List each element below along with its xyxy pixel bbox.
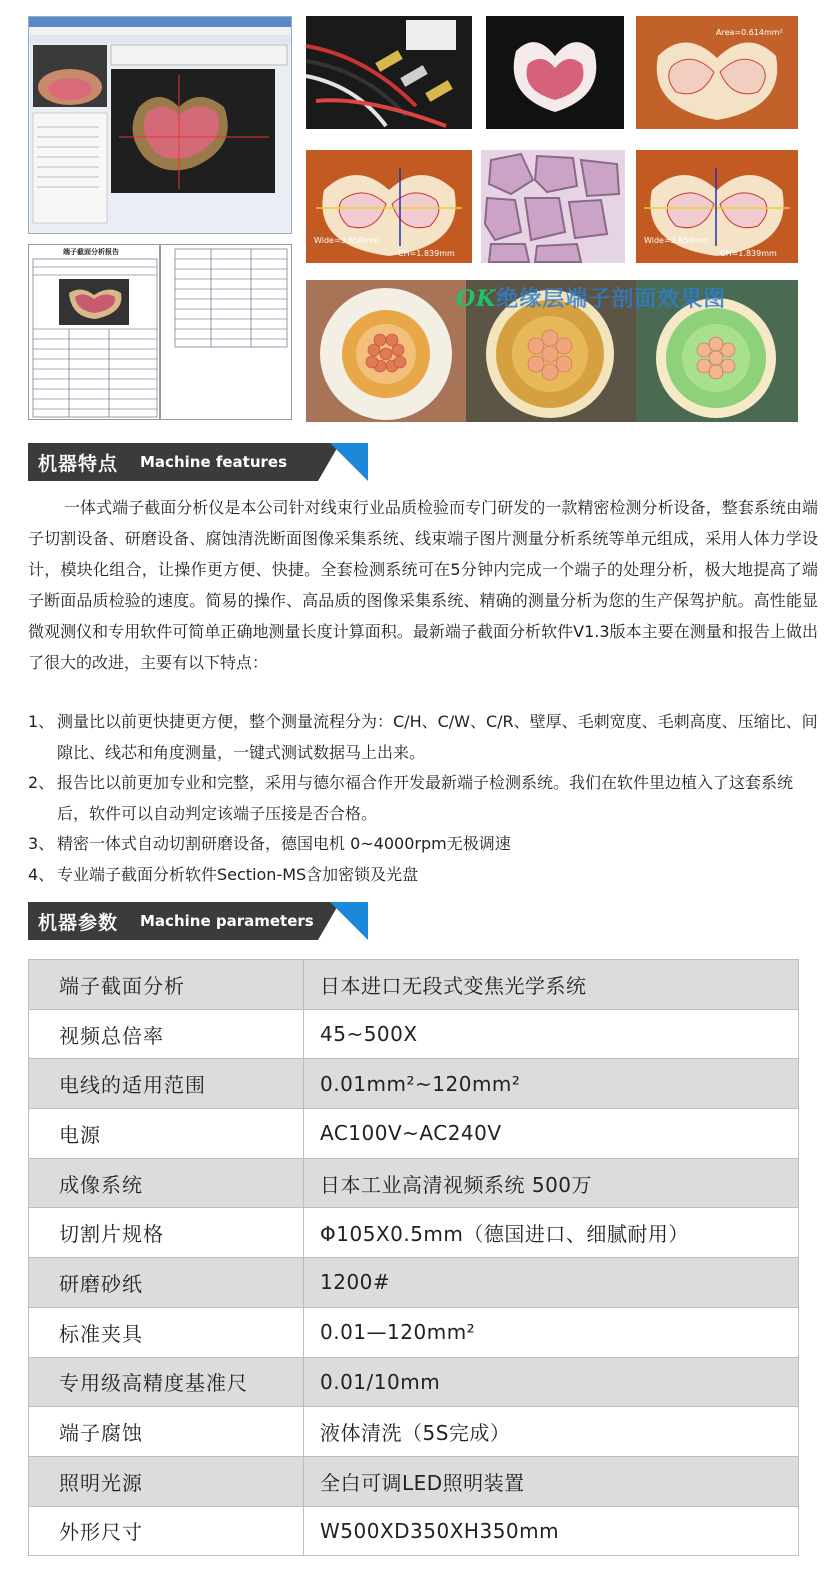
param-key: 端子截面分析 (29, 960, 304, 1010)
report-title: 端子截面分析报告 (63, 248, 119, 256)
strand-graphic (481, 150, 625, 263)
cross-section-graphic-3 (306, 150, 472, 263)
software-window-graphic (29, 17, 292, 234)
cross-section-photo-4 (636, 150, 798, 263)
cross-section-photo-3 (306, 150, 472, 263)
param-key: 视频总倍率 (29, 1009, 304, 1059)
terminals-graphic (306, 16, 472, 129)
params-header-accent (330, 902, 370, 940)
param-value: 45~500X (304, 1009, 799, 1059)
param-key: 成像系统 (29, 1158, 304, 1208)
param-value: 0.01—120mm² (304, 1307, 799, 1357)
feature-item-3-index: 3、 (28, 834, 55, 853)
feature-item-4-index: 4、 (28, 865, 55, 884)
ch-measurement-1: CH=1.839mm (398, 249, 455, 258)
report-table-graphic (29, 245, 160, 420)
param-value: 液体清洗（5S完成） (304, 1407, 799, 1457)
cross-section-graphic-1 (486, 16, 624, 129)
table-row (29, 1109, 799, 1159)
params-header (28, 902, 342, 940)
features-header-accent (330, 443, 370, 481)
feature-item-1-index: 1、 (28, 712, 55, 731)
feature-item-3 (28, 828, 818, 859)
insulation-cross-section-photos (306, 280, 798, 422)
software-screenshot (28, 16, 292, 234)
param-value: 全白可调LED照明装置 (304, 1456, 799, 1506)
wide-measurement-2: Wide=3.858mm (644, 236, 710, 245)
features-intro: 一体式端子截面分析仪是本公司针对线束行业品质检验而专门研发的一款精密检测分析设备，整套系统由端子切割设备、研磨设备、腐蚀清洗断面图像采集系统、线束端子图片测量分析系统等单元组成，采用人体力学设计，模块化组合，让操作更方便、快捷。全套检测系统可在5分钟内完成一个端子的处理分析，极大地提高了端子断面品质检验的速度。简易的操作、高品质的图像采集系统、精确的测量分析为您的生产保驾护航。高性能显微观测仪和专用软件可简单正确地测量长度计算面积。最新端子截面分析软件V1.3版本主要在测量和报告上做出了很大的改进，主要有以下特点： (28, 498, 818, 672)
features-title-en: Machine features (140, 453, 288, 471)
params-title-cn: 机器参数 (38, 912, 119, 934)
param-key: 外形尺寸 (29, 1506, 304, 1556)
param-value: 日本工业高清视频系统 500万 (304, 1158, 799, 1208)
report-table-image (160, 244, 292, 420)
table-row (29, 960, 799, 1010)
param-value: 0.01mm²~120mm² (304, 1059, 799, 1109)
feature-item-2-text: 报告比以前更加专业和完整，采用与德尔福合作开发最新端子检测系统。我们在软件里边植入了这套系统后，软件可以自动判定该端子压接是否合格。 (57, 773, 794, 823)
strand-microscope-photo (481, 150, 625, 263)
param-key: 电源 (29, 1109, 304, 1159)
ok-caption-text: 绝缘层端子剖面效果图 (496, 286, 727, 312)
feature-item-4 (28, 859, 818, 890)
area-measurement: Area=0.614mm² (716, 28, 783, 37)
param-value: Φ105X0.5mm（德国进口、细腻耐用） (304, 1208, 799, 1258)
table-row (29, 1456, 799, 1506)
cross-section-photo-2 (636, 16, 798, 129)
table-row (29, 1357, 799, 1407)
param-key: 切割片规格 (29, 1208, 304, 1258)
feature-item-2 (28, 767, 818, 829)
table-row (29, 1208, 799, 1258)
cross-section-photo-1 (486, 16, 624, 129)
ok-caption (456, 282, 726, 313)
wide-measurement-1: Wide=3.858mm (314, 236, 380, 245)
feature-item-1 (28, 706, 818, 768)
param-key: 端子腐蚀 (29, 1407, 304, 1457)
param-value: AC100V~AC240V (304, 1109, 799, 1159)
feature-item-3-text: 精密一体式自动切割研磨设备，德国电机 0~4000rpm无极调速 (57, 834, 511, 853)
table-row (29, 1009, 799, 1059)
table-row (29, 1158, 799, 1208)
param-key: 研磨砂纸 (29, 1258, 304, 1308)
report-page-image (28, 244, 160, 420)
table-row (29, 1506, 799, 1556)
param-key: 专用级高精度基准尺 (29, 1357, 304, 1407)
ch-measurement-2: CH=1.839mm (720, 249, 777, 258)
feature-item-2-index: 2、 (28, 773, 55, 792)
features-header (28, 443, 342, 481)
params-title-en: Machine parameters (140, 912, 314, 930)
table-row (29, 1307, 799, 1357)
features-title-cn: 机器特点 (38, 453, 119, 475)
ok-label: OK (456, 286, 497, 312)
param-value: W500XD350XH350mm (304, 1506, 799, 1556)
table-row (29, 1059, 799, 1109)
feature-item-4-text: 专业端子截面分析软件Section-MS含加密锁及光盘 (57, 865, 419, 884)
param-key: 照明光源 (29, 1456, 304, 1506)
report-table-graphic-2 (161, 245, 292, 420)
terminals-photo (306, 16, 472, 129)
param-key: 标准夹具 (29, 1307, 304, 1357)
param-value: 0.01/10mm (304, 1357, 799, 1407)
table-row (29, 1407, 799, 1457)
param-value: 日本进口无段式变焦光学系统 (304, 960, 799, 1010)
param-key: 电线的适用范围 (29, 1059, 304, 1109)
feature-item-1-text: 测量比以前更快捷更方便，整个测量流程分为：C/H、C/W、C/R、壁厚、毛刺宽度、毛刺高度、压缩比、间隙比、线芯和角度测量，一键式测试数据马上出来。 (57, 712, 818, 762)
cross-section-graphic-4 (636, 150, 798, 263)
params-table (28, 959, 799, 1556)
param-value: 1200# (304, 1258, 799, 1308)
table-row (29, 1258, 799, 1308)
